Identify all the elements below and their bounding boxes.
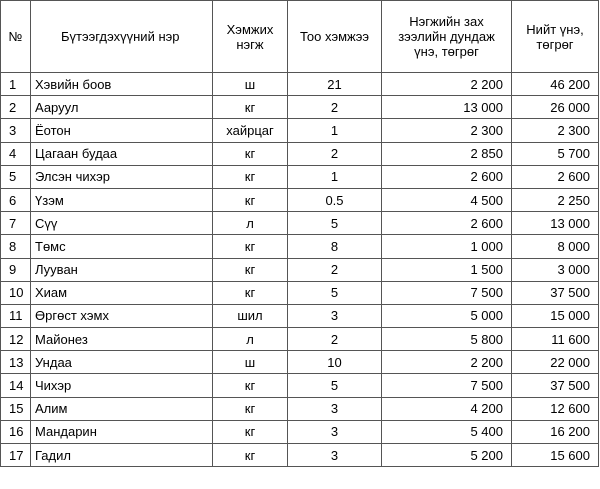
cell-avg-price: 2 600	[382, 165, 512, 188]
cell-qty: 3	[288, 444, 382, 467]
cell-product: Ёотон	[31, 119, 213, 142]
cell-product: Сүү	[31, 212, 213, 235]
cell-avg-price: 2 200	[382, 351, 512, 374]
cell-num: 2	[1, 96, 31, 119]
cell-total: 3 000	[512, 258, 599, 281]
cell-num: 8	[1, 235, 31, 258]
cell-unit: кг	[213, 444, 288, 467]
cell-unit: кг	[213, 188, 288, 211]
cell-avg-price: 4 500	[382, 188, 512, 211]
cell-total: 12 600	[512, 397, 599, 420]
cell-unit: кг	[213, 374, 288, 397]
cell-product: Элсэн чихэр	[31, 165, 213, 188]
table-row	[1, 165, 599, 188]
cell-product: Үзэм	[31, 188, 213, 211]
cell-unit: шил	[213, 304, 288, 327]
cell-avg-price: 2 850	[382, 142, 512, 165]
cell-num: 1	[1, 73, 31, 96]
table-row	[1, 73, 599, 96]
cell-qty: 2	[288, 328, 382, 351]
cell-product: Хиам	[31, 281, 213, 304]
cell-num: 10	[1, 281, 31, 304]
cell-unit: кг	[213, 142, 288, 165]
cell-total: 46 200	[512, 73, 599, 96]
cell-avg-price: 13 000	[382, 96, 512, 119]
cell-num: 12	[1, 328, 31, 351]
cell-product: Мандарин	[31, 420, 213, 443]
cell-avg-price: 5 400	[382, 420, 512, 443]
cell-total: 15 600	[512, 444, 599, 467]
cell-qty: 5	[288, 374, 382, 397]
cell-total: 8 000	[512, 235, 599, 258]
cell-product: Төмс	[31, 235, 213, 258]
cell-total: 5 700	[512, 142, 599, 165]
cell-qty: 2	[288, 258, 382, 281]
cell-qty: 3	[288, 397, 382, 420]
table-row	[1, 96, 599, 119]
cell-unit: ш	[213, 73, 288, 96]
cell-avg-price: 7 500	[382, 374, 512, 397]
cell-avg-price: 2 300	[382, 119, 512, 142]
table-row	[1, 328, 599, 351]
header-unit: Хэмжих нэгж	[213, 1, 288, 73]
cell-avg-price: 5 800	[382, 328, 512, 351]
cell-total: 22 000	[512, 351, 599, 374]
cell-total: 26 000	[512, 96, 599, 119]
cell-total: 2 250	[512, 188, 599, 211]
cell-unit: кг	[213, 258, 288, 281]
table-row	[1, 420, 599, 443]
cell-num: 5	[1, 165, 31, 188]
cell-qty: 5	[288, 281, 382, 304]
cell-avg-price: 2 200	[382, 73, 512, 96]
cell-num: 14	[1, 374, 31, 397]
cell-unit: кг	[213, 96, 288, 119]
cell-total: 37 500	[512, 374, 599, 397]
table-row	[1, 119, 599, 142]
cell-qty: 5	[288, 212, 382, 235]
cell-total: 2 600	[512, 165, 599, 188]
cell-unit: кг	[213, 235, 288, 258]
cell-product: Цагаан будаа	[31, 142, 213, 165]
cell-avg-price: 1 500	[382, 258, 512, 281]
table-row	[1, 281, 599, 304]
cell-total: 16 200	[512, 420, 599, 443]
table-row	[1, 444, 599, 467]
cell-avg-price: 5 000	[382, 304, 512, 327]
header-avg-price: Нэгжийн зах зээлийн дундаж үнэ, төгрөг	[382, 1, 512, 73]
cell-num: 4	[1, 142, 31, 165]
table-row	[1, 397, 599, 420]
cell-qty: 21	[288, 73, 382, 96]
cell-total: 13 000	[512, 212, 599, 235]
cell-avg-price: 1 000	[382, 235, 512, 258]
table-row	[1, 351, 599, 374]
cell-avg-price: 4 200	[382, 397, 512, 420]
cell-avg-price: 5 200	[382, 444, 512, 467]
cell-total: 15 000	[512, 304, 599, 327]
table-body	[1, 73, 599, 467]
header-qty: Тоо хэмжээ	[288, 1, 382, 73]
table-row	[1, 188, 599, 211]
cell-num: 15	[1, 397, 31, 420]
cell-unit: кг	[213, 420, 288, 443]
cell-qty: 2	[288, 96, 382, 119]
cell-unit: кг	[213, 165, 288, 188]
cell-product: Майонез	[31, 328, 213, 351]
cell-product: Ааруул	[31, 96, 213, 119]
cell-product: Лууван	[31, 258, 213, 281]
cell-num: 13	[1, 351, 31, 374]
cell-num: 7	[1, 212, 31, 235]
cell-unit: хайрцаг	[213, 119, 288, 142]
cell-unit: ш	[213, 351, 288, 374]
cell-num: 17	[1, 444, 31, 467]
cell-avg-price: 7 500	[382, 281, 512, 304]
table-row	[1, 235, 599, 258]
cell-product: Чихэр	[31, 374, 213, 397]
cell-unit: л	[213, 212, 288, 235]
cell-qty: 3	[288, 420, 382, 443]
cell-product: Гадил	[31, 444, 213, 467]
header-product: Бүтээгдэхүүний нэр	[31, 1, 213, 73]
table-row	[1, 212, 599, 235]
cell-num: 3	[1, 119, 31, 142]
cell-product: Алим	[31, 397, 213, 420]
table-row	[1, 258, 599, 281]
table-row	[1, 142, 599, 165]
cell-qty: 8	[288, 235, 382, 258]
cell-num: 6	[1, 188, 31, 211]
header-total: Нийт үнэ, төгрөг	[512, 1, 599, 73]
cell-avg-price: 2 600	[382, 212, 512, 235]
cell-num: 9	[1, 258, 31, 281]
cell-total: 2 300	[512, 119, 599, 142]
cell-product: Хэвийн боов	[31, 73, 213, 96]
cell-qty: 1	[288, 165, 382, 188]
cell-total: 37 500	[512, 281, 599, 304]
cell-product: Өргөст хэмх	[31, 304, 213, 327]
cell-qty: 3	[288, 304, 382, 327]
cell-qty: 1	[288, 119, 382, 142]
table-row	[1, 304, 599, 327]
cell-qty: 10	[288, 351, 382, 374]
cell-qty: 2	[288, 142, 382, 165]
header-row	[1, 1, 599, 73]
cell-product: Ундаа	[31, 351, 213, 374]
cell-num: 11	[1, 304, 31, 327]
header-num: №	[1, 1, 31, 73]
cell-total: 11 600	[512, 328, 599, 351]
cell-qty: 0.5	[288, 188, 382, 211]
cell-num: 16	[1, 420, 31, 443]
cell-unit: л	[213, 328, 288, 351]
cell-unit: кг	[213, 281, 288, 304]
cell-unit: кг	[213, 397, 288, 420]
table-row	[1, 374, 599, 397]
